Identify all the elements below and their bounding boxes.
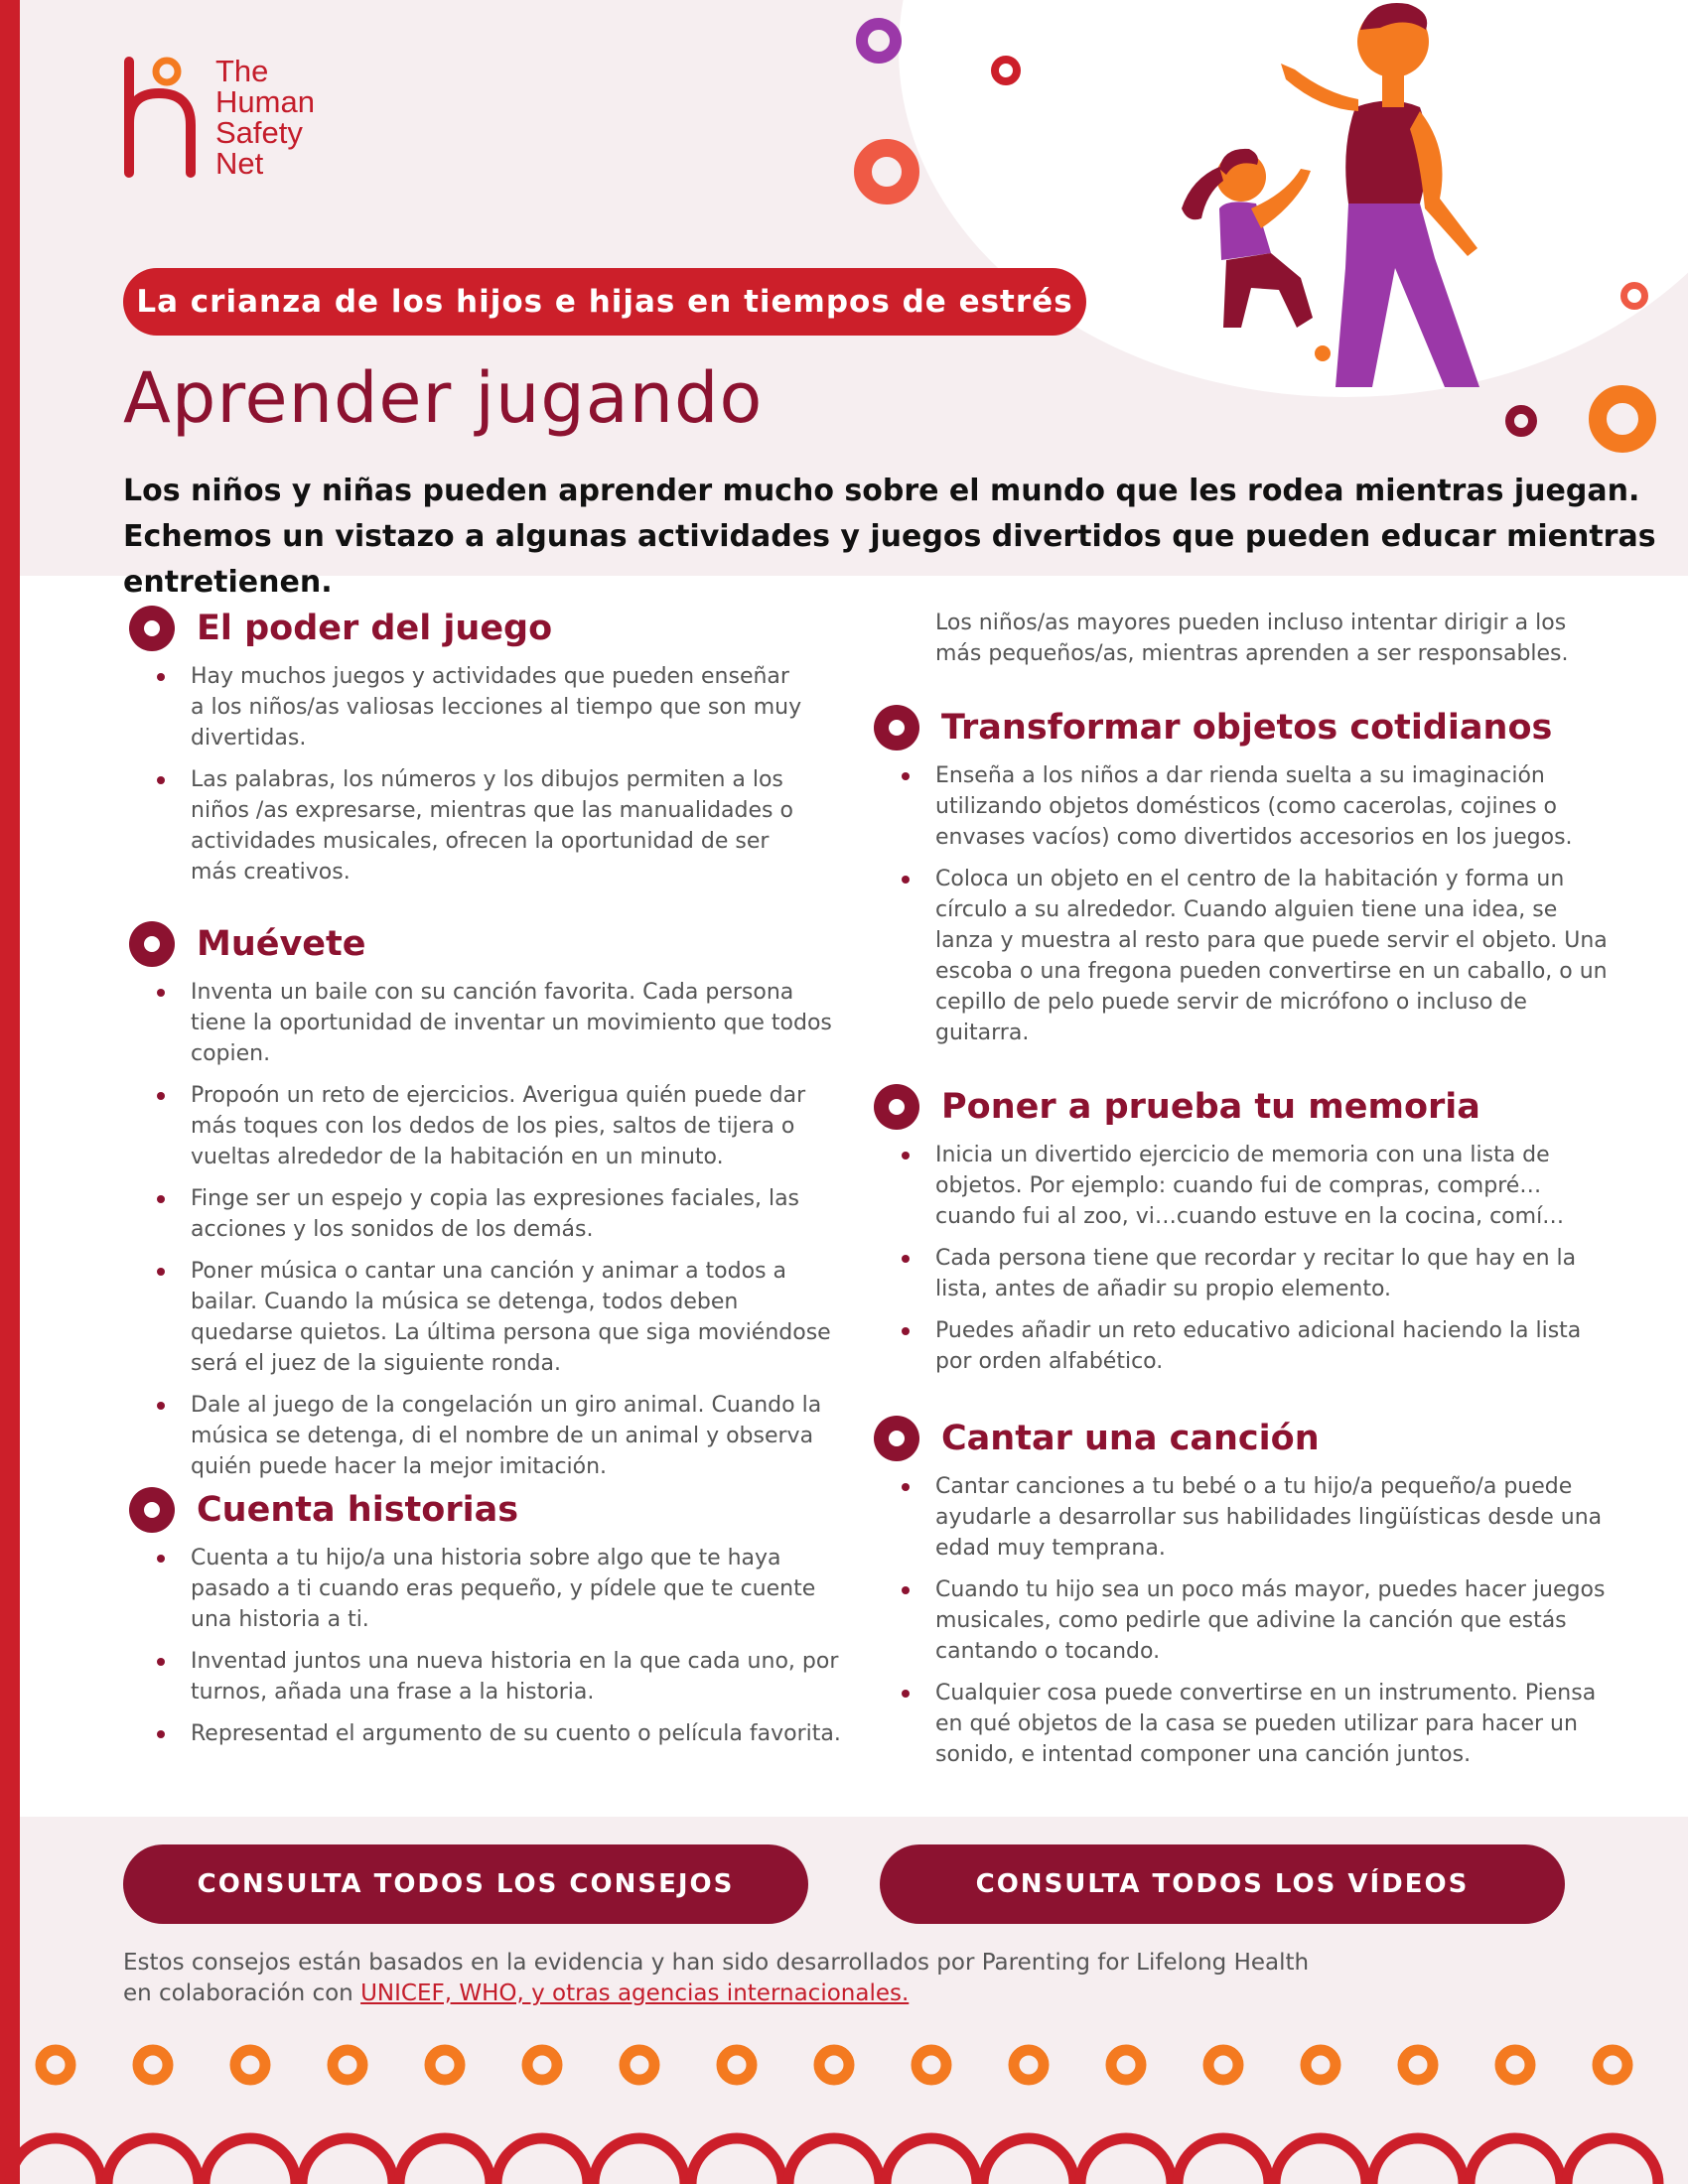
red-arch-row	[10, 2138, 1658, 2184]
list-item: Inventa un baile con su canción favorita. Cada persona tiene la oportunidad de inventar un movimiento que todos copien.	[191, 977, 844, 1069]
logo-line: Net	[215, 146, 264, 181]
list-item: Cualquier cosa puede convertirse en un instrumento. Piensa en qué objetos de la casa se pueden utilizar para hacer un sonido, e intentad componer una canción juntos.	[935, 1678, 1609, 1770]
list-item: Puedes añadir un reto educativo adicional haciendo la lista por orden alfabético.	[935, 1315, 1609, 1377]
logo-wordmark	[215, 56, 315, 179]
view-all-videos-button[interactable]: CONSULTA TODOS LOS VÍDEOS	[880, 1844, 1565, 1924]
section-header	[129, 1485, 844, 1535]
section-title: Cuenta historias	[197, 1490, 519, 1530]
view-all-tips-button[interactable]: CONSULTA TODOS LOS CONSEJOS	[123, 1844, 808, 1924]
list-item: Representad el argumento de su cuento o película favorita.	[191, 1718, 844, 1749]
list-item: Inicia un divertido ejercicio de memoria con una lista de objetos. Por ejemplo: cuando fui de compras, compré… cuando fui al zoo, vi…cuando estuve en la cocina, comí…	[935, 1140, 1609, 1232]
bullet-list	[935, 1471, 1609, 1770]
list-item: Hay muchos juegos y actividades que pueden enseñar a los niños/as valiosas lecciones al tiempo que son muy divertidas.	[191, 661, 806, 753]
continued-paragraph: Los niños/as mayores pueden incluso intentar dirigir a los más pequeños/as, mientras aprenden a ser responsables.	[935, 611, 1569, 666]
list-item: Cuando tu hijo sea un poco más mayor, puedes hacer juegos musicales, como pedirle que adivine la canción que estás cantando o tocando.	[935, 1574, 1609, 1667]
footnote-prefix: en colaboración con	[123, 1980, 361, 2006]
section-muevete	[129, 919, 844, 1493]
decor-ring-orange-big	[1589, 385, 1656, 453]
section-memoria	[874, 1082, 1609, 1388]
page-title: Aprender jugando	[123, 357, 764, 439]
section-cuenta-historias	[129, 1485, 844, 1760]
decor-ring-small-right	[1620, 282, 1648, 310]
bullet-circle-icon	[129, 921, 175, 967]
list-item: Inventad juntos una nueva historia en la que cada uno, por turnos, añada una frase a la historia.	[191, 1646, 844, 1707]
list-item: Cuenta a tu hijo/a una historia sobre algo que te haya pasado a ti cuando eras pequeño, y pídele que te cuente una historia a ti.	[191, 1543, 844, 1635]
bullet-list	[191, 661, 844, 887]
bullet-list	[935, 1140, 1609, 1377]
list-item: Cantar canciones a tu bebé o a tu hijo/a pequeño/a puede ayudarle a desarrollar sus habilidades lingüísticas desde una edad muy temprana.	[935, 1471, 1609, 1564]
parent-child-illustration	[1092, 0, 1589, 397]
logo-line: Human	[215, 84, 315, 119]
intro-paragraph: Los niños y niñas pueden aprender mucho sobre el mundo que les rodea mientras juegan. Echemos un vistazo a algunas actividades y juegos divertidos que pueden educar mientras entretienen.	[123, 474, 1656, 600]
bullet-circle-icon	[874, 1084, 919, 1130]
bullet-list	[935, 760, 1609, 1048]
bullet-circle-icon	[129, 1487, 175, 1533]
bottom-decoration	[0, 2035, 1688, 2184]
list-item: Dale al juego de la congelación un giro animal. Cuando la música se detenga, di el nombre de un animal y observa quién puede hacer la mejor imitación.	[191, 1390, 844, 1482]
section-header	[874, 1414, 1609, 1463]
brand-logo[interactable]	[121, 56, 379, 185]
section-el-poder-del-juego	[129, 604, 844, 898]
footnote	[123, 1948, 1309, 2009]
section-header	[129, 919, 844, 969]
footnote-line-2	[123, 1979, 1309, 2009]
logo-line: The	[215, 54, 269, 88]
section-title: El poder del juego	[197, 609, 553, 648]
list-item: Finge ser un espejo y copia las expresiones faciales, las acciones y los sonidos de los demás.	[191, 1183, 844, 1245]
bullet-list	[191, 1543, 844, 1749]
section-cantar-cancion	[874, 1414, 1609, 1781]
human-safety-net-logo-icon	[121, 56, 211, 183]
section-title: Muévete	[197, 924, 366, 964]
list-item: Coloca un objeto en el centro de la habitación y forma un círculo a su alrededor. Cuando alguien tiene una idea, se lanza y muestra al resto para que puede servir el objeto. Una escoba o una fregona pueden convertirse en un caballo, o un cepillo de pelo puede servir de micrófono o incluso de guitarra.	[935, 864, 1609, 1048]
decor-ring-purple	[856, 18, 902, 64]
logo-line: Safety	[215, 115, 303, 150]
bullet-circle-icon	[129, 606, 175, 651]
partners-link[interactable]: UNICEF, WHO, y otras agencias internacionales.	[360, 1980, 910, 2006]
bullet-list	[191, 977, 844, 1482]
left-accent-bar	[0, 0, 20, 2184]
list-item: Propoón un reto de ejercicios. Averigua quién puede dar más toques con los dedos de los pies, saltos de tijera o vueltas alrededor de la habitación en un minuto.	[191, 1080, 844, 1172]
list-item: Las palabras, los números y los dibujos permiten a los niños /as expresarse, mientras que las manualidades o actividades musicales, ofrecen la oportunidad de ser más creativos.	[191, 764, 806, 887]
section-title: Poner a prueba tu memoria	[941, 1087, 1480, 1127]
section-title: Cantar una canción	[941, 1419, 1320, 1458]
section-title: Transformar objetos cotidianos	[941, 708, 1553, 748]
bullet-circle-icon	[874, 1416, 919, 1461]
section-header	[129, 604, 844, 653]
bullet-circle-icon	[874, 705, 919, 751]
section-transformar-objetos	[874, 703, 1609, 1059]
decor-ring-maroon	[1505, 405, 1537, 437]
section-header	[874, 703, 1609, 752]
decor-ring-orange	[854, 139, 919, 205]
list-item: Enseña a los niños a dar rienda suelta a su imaginación utilizando objetos domésticos (como cacerolas, cojines o envases vacíos) como divertidos accesorios en los juegos.	[935, 760, 1609, 853]
orange-dot-row	[41, 2050, 1627, 2080]
series-label-pill: La crianza de los hijos e hijas en tiempos de estrés	[123, 268, 1086, 336]
section-header	[874, 1082, 1609, 1132]
footnote-line: Estos consejos están basados en la evidencia y han sido desarrollados por Parenting for Lifelong Health	[123, 1950, 1310, 1976]
decor-ring-red-small	[991, 56, 1021, 85]
list-item: Poner música o cantar una canción y animar a todos a bailar. Cuando la música se detenga, todos deben quedarse quietos. La última persona que siga moviéndose será el juez de la siguiente ronda.	[191, 1256, 844, 1379]
list-item: Cada persona tiene que recordar y recitar lo que hay en la lista, antes de añadir su propio elemento.	[935, 1243, 1609, 1304]
